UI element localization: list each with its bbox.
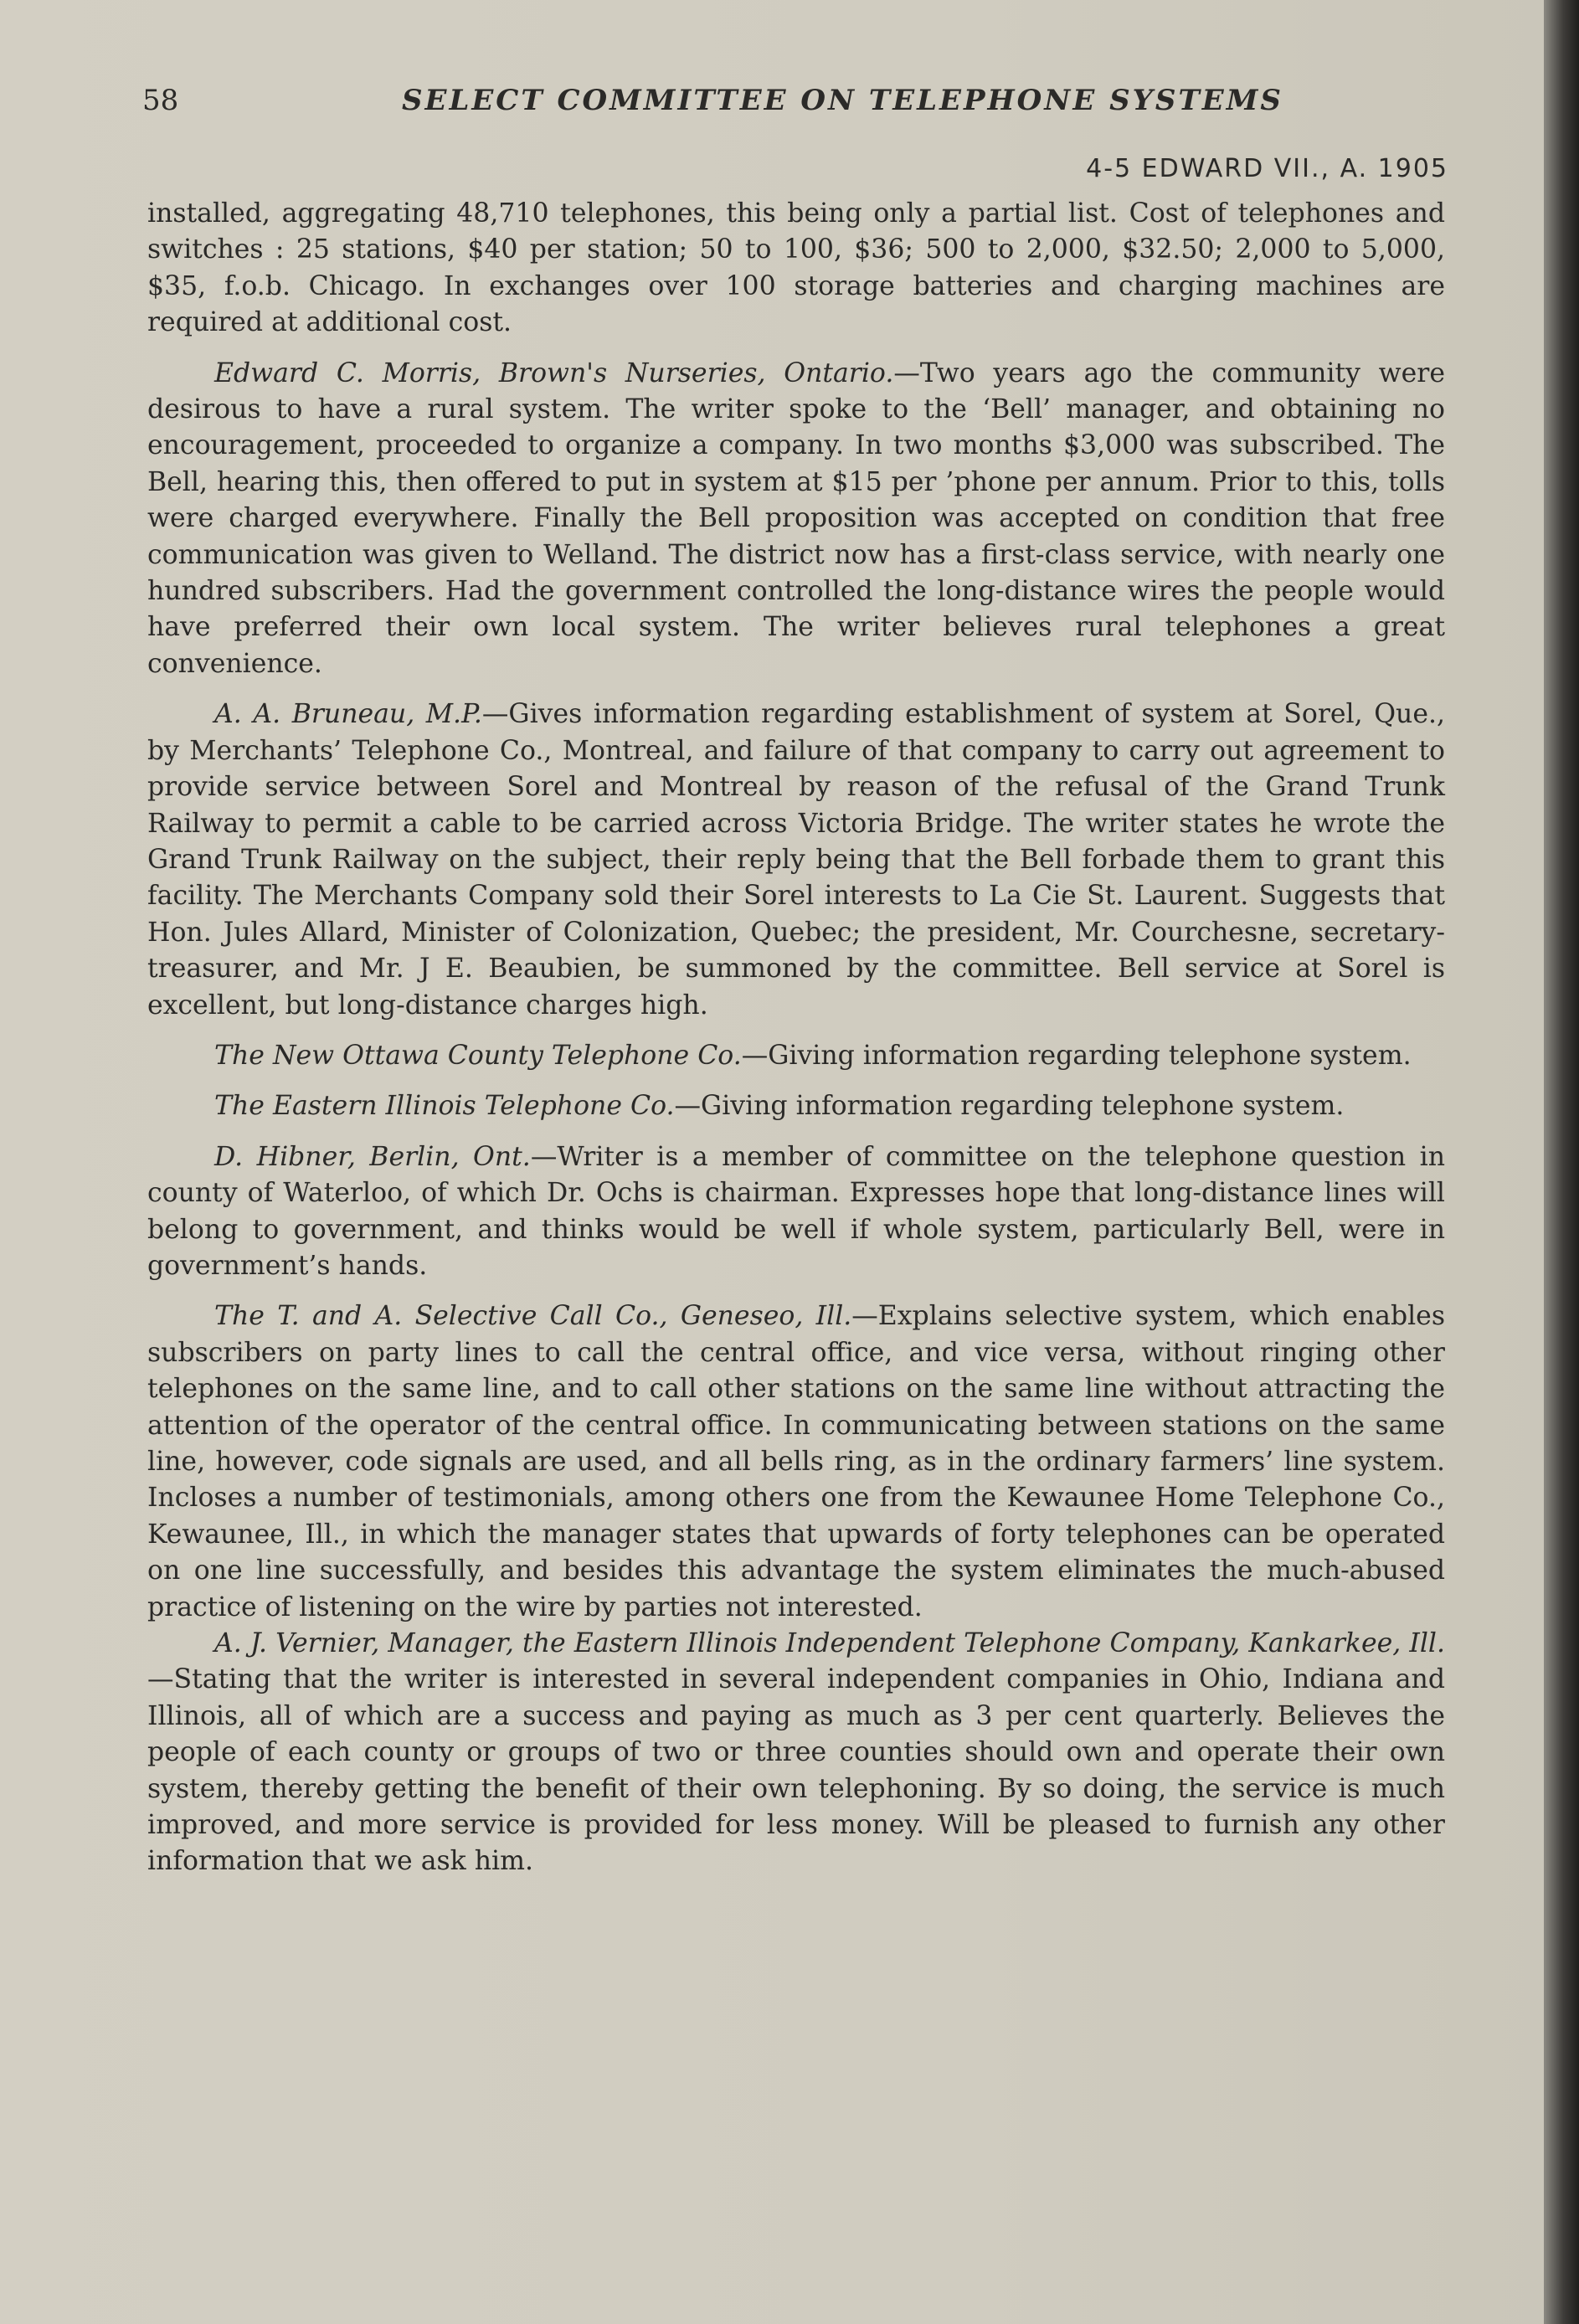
letter-entry-bruneau [147,697,1445,1024]
entry-text: —Giving information regarding telephone system. [741,1040,1412,1071]
running-title: SELECT COMMITTEE ON TELEPHONE SYSTEMS [402,84,1283,117]
entry-text: —Explains selective system, which enables subscribers on party lines to call the central office, and vice versa, without ringing other telephones on the same line, and to call other stations on the same line without attracting the attention of the operator of the central office. In communicating between stations on the same line, however, code signals are used, and all bells ring, as in the ordinary farmers’ line system. Incloses a number of testimonials, among others one from the Kewaunee Home Telephone Co., Kewaunee, Ill., in which the manager states that upwards of forty telephones can be operated on one line successfully, and besides this advantage the system eliminates the much-abused practice of listening on the wire by parties not interested. [147,1301,1445,1622]
letter-entry-new-ottawa [147,1038,1445,1074]
letter-entry-hibner [147,1139,1445,1285]
entry-correspondent: The T. and A. Selective Call Co., Geneseo, Ill. [214,1301,852,1332]
letter-entry-selective-call [147,1298,1445,1626]
entry-text: —Stating that the writer is interested in several independent companies in Ohio, Indiana and Illinois, all of which are a success and paying as much as 3 per cent quarterly. Believes the people of each county or groups of two or three counties should own and operate their own system, thereby getting the benefit of their own telephoning. By so doing, the service is much improved, and more service is provided for less money. Will be pleased to furnish any other information that we ask him. [147,1664,1445,1877]
entry-text: —Giving information regarding telephone system. [674,1091,1345,1122]
entry-text: —Writer is a member of committee on the telephone question in county of Waterloo, of which Dr. Ochs is chairman. Expresses hope that long-distance lines will belong to government, and thinks would be well if whole system, particularly Bell, were in government’s hands. [147,1141,1445,1281]
page-header [142,84,1448,183]
entry-correspondent: The New Ottawa County Telephone Co. [214,1040,742,1071]
letter-entry-morris [147,356,1445,683]
entry-text: —Two years ago the community were desirous to have a rural system. The writer spoke to the ‘Bell’ manager, and obtaining no encouragement, proceeded to organize a company. In two months $3,000 was subscribed. The Bell, hearing this, then offered to put in system at $15 per ’phone per annum. Prior to this, tolls were charged everywhere. Finally the Bell proposition was accepted on condition that free communication was given to Welland. The district now has a first-class service, with nearly one hundred subscribers. Had the government controlled the long-distance wires the people would have preferred their own local system. The writer believes rural telephones a great convenience. [147,357,1445,679]
page-number: 58 [142,84,179,117]
letter-entry-vernier [147,1626,1445,1880]
entry-correspondent: Edward C. Morris, Brown's Nurseries, Ontario. [214,357,894,388]
page-binding-edge [1544,0,1579,2324]
entry-correspondent: The Eastern Illinois Telephone Co. [214,1091,675,1122]
entry-correspondent: A. J. Vernier, Manager, the Eastern Illinois Independent Telephone Company, Kankarkee, Ill. [214,1628,1445,1659]
entry-correspondent: D. Hibner, Berlin, Ont. [214,1141,531,1172]
entry-correspondent: A. A. Bruneau, M.P. [214,699,482,730]
body-text [147,196,1445,1895]
letter-entry-eastern-illinois [147,1088,1445,1124]
paragraph-continuation [147,196,1445,342]
paragraph-text: installed, aggregating 48,710 telephones, this being only a partial list. Cost of telephones and switches : 25 stations, $40 per station; 50 to 100, $36; 500 to 2,000, $32.50; 2,000 to 5,000, $35, f.o.b. Chicago. In exchanges over 100 storage batteries and charging machines are required at additional cost. [147,198,1445,338]
session-reference: 4-5 EDWARD VII., A. 1905 [1086,154,1448,183]
entry-text: —Gives information regarding establishment of system at Sorel, Que., by Merchants’ Telephone Co., Montreal, and failure of that company to carry out agreement to provide service between Sorel and Montreal by reason of the refusal of the Grand Trunk Railway to permit a cable to be carried across Victoria Bridge. The writer states he wrote the Grand Trunk Railway on the subject, their reply being that the Bell forbade them to grant this facility. The Merchants Company sold their Sorel interests to La Cie St. Laurent. Suggests that Hon. Jules Allard, Minister of Colonization, Quebec; the president, Mr. Courchesne, secretary-treasurer, and Mr. J E. Beaubien, be summoned by the committee. Bell service at Sorel is excellent, but long-distance charges high. [147,699,1446,1021]
